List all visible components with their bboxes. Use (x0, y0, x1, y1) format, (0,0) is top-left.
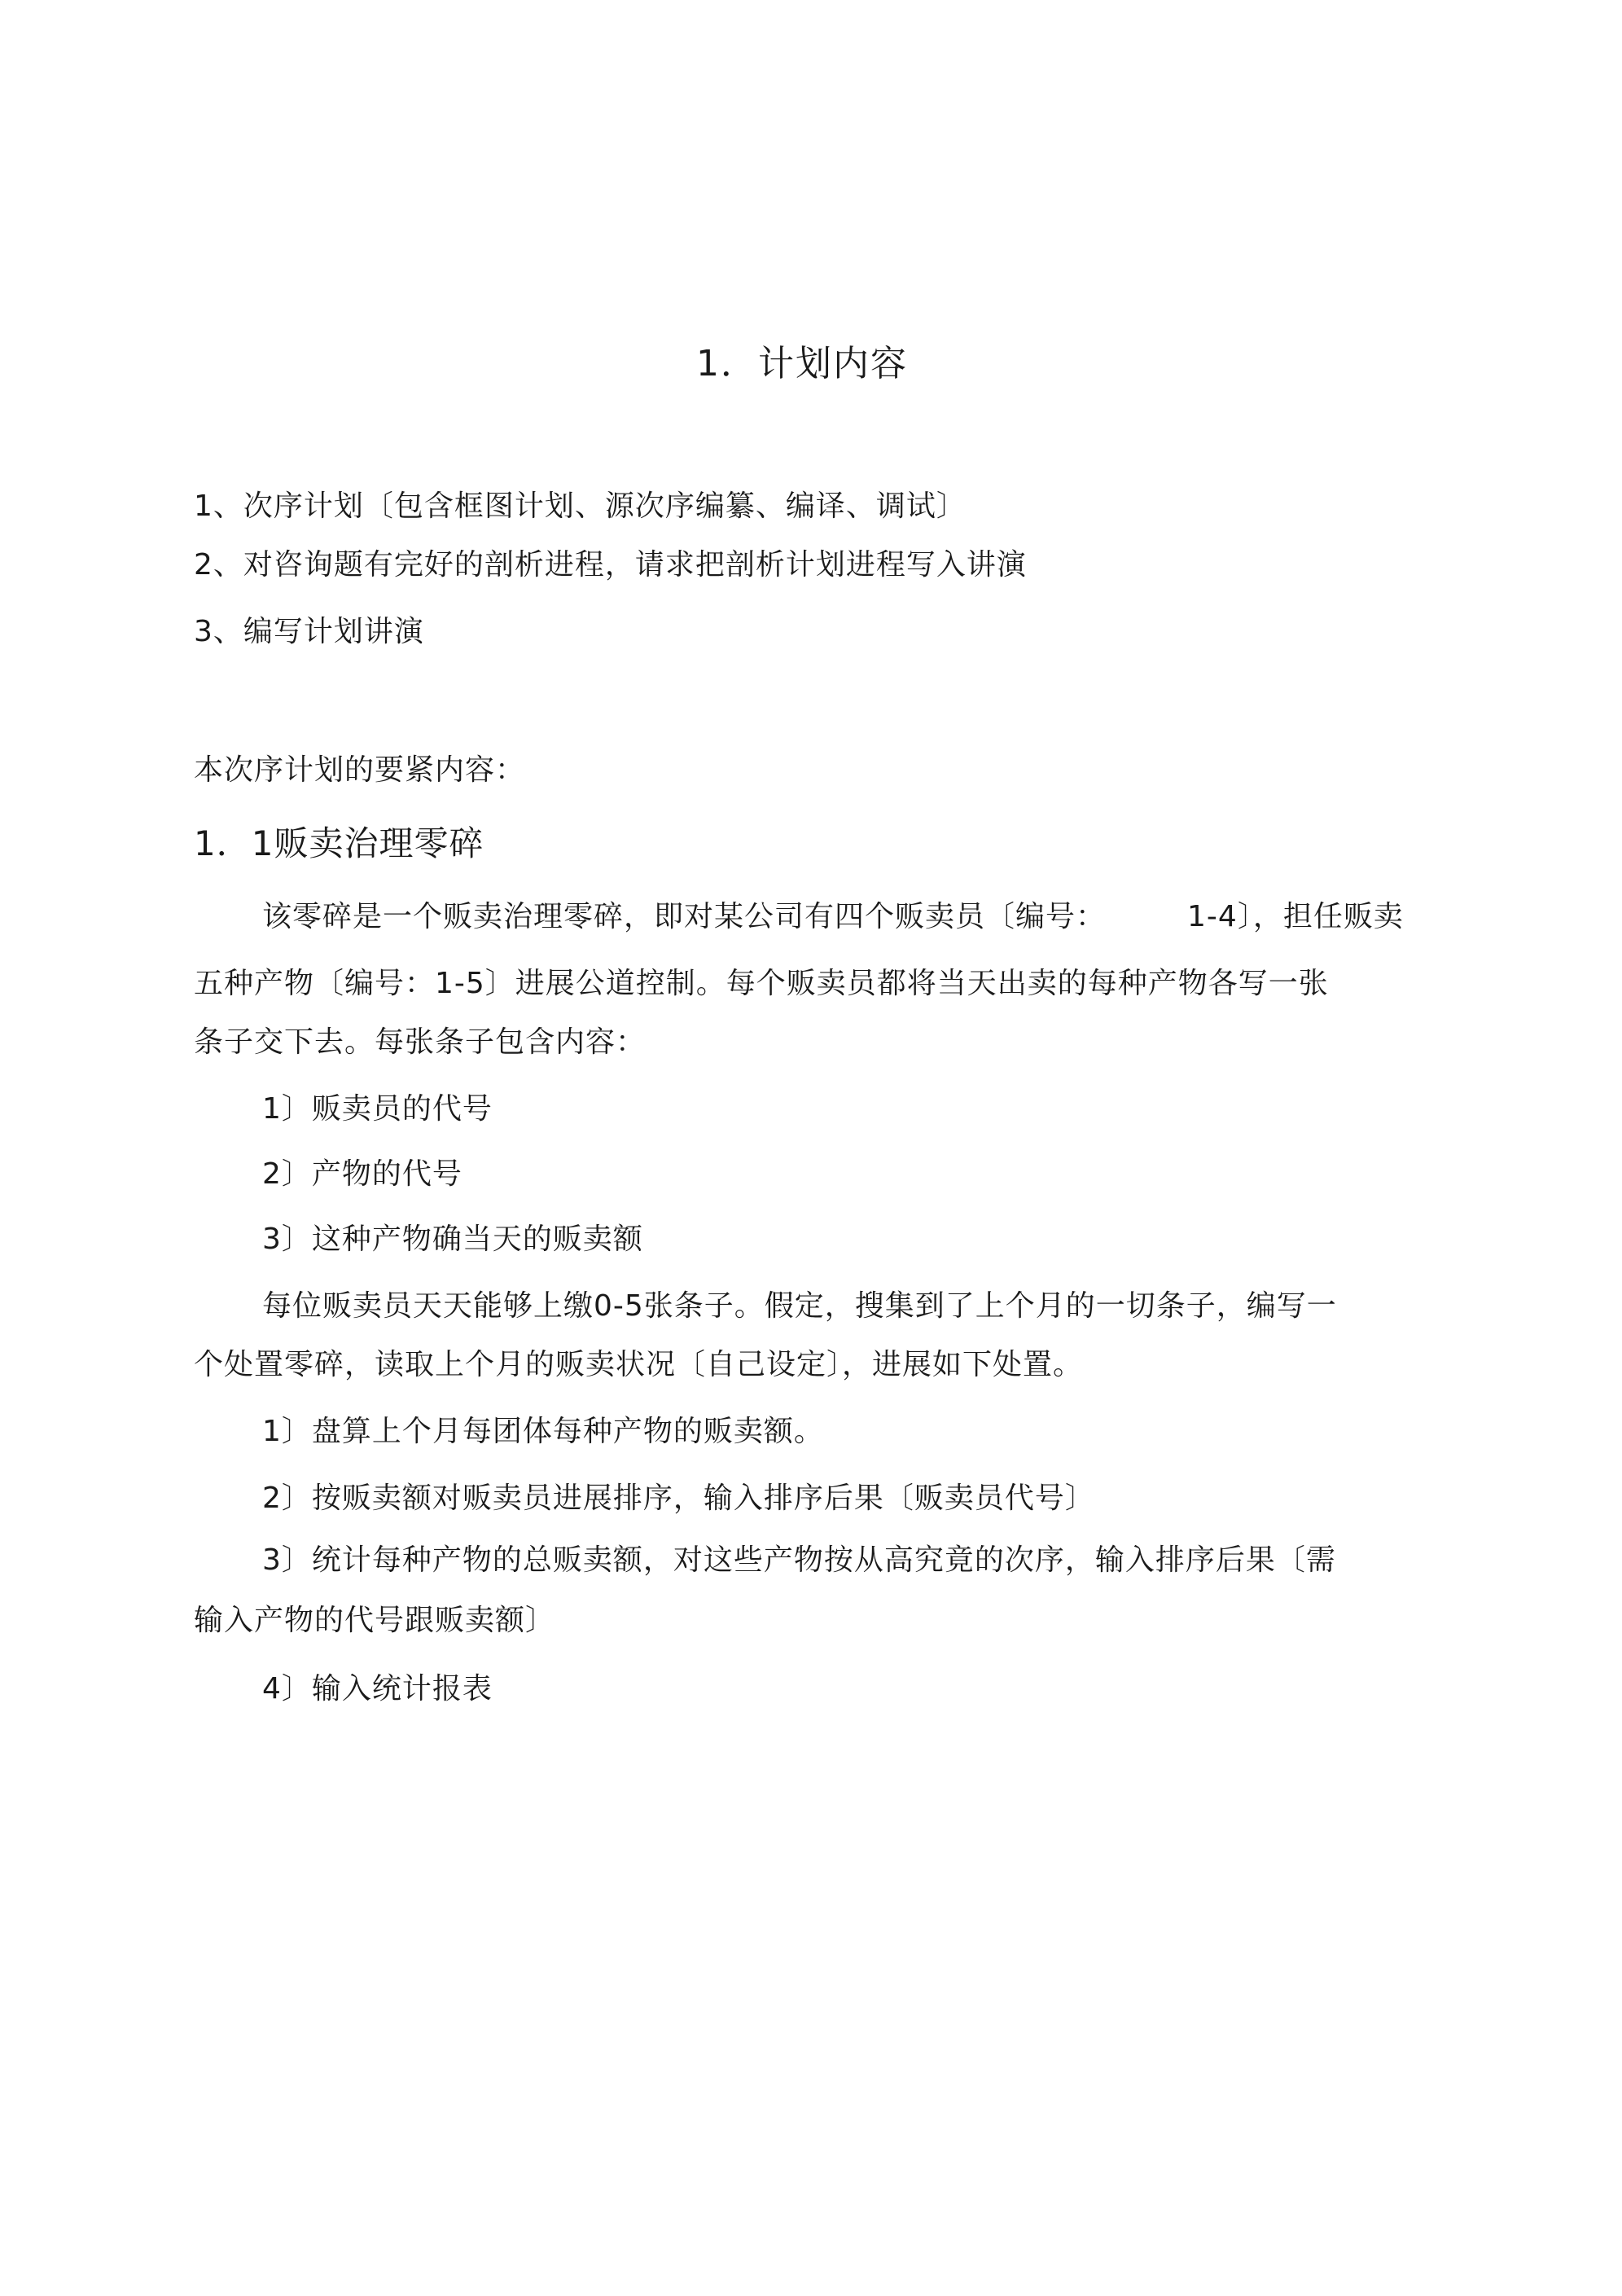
processing-paragraph-line-2: 个处置零碎，读取上个月的贩卖状况〔自己设定〕，进展如下处置。 (194, 1348, 1084, 1381)
slip-item-1: 1〕贩卖员的代号 (262, 1092, 493, 1126)
processing-item-4: 4〕输入统计报表 (262, 1672, 493, 1706)
requirement-item-1: 1、次序计划〔包含框图计划、源次序编纂、编译、调试〕 (194, 489, 967, 523)
intro-line-1-number-range: 1-4〕，担任贩卖 (1187, 900, 1404, 933)
processing-item-3-line-1: 3〕统计每种产物的总贩卖额，对这些产物按从高究竟的次序，输入排序后果〔需 (262, 1543, 1336, 1577)
intro-paragraph-line-2: 五种产物〔编号：1-5〕进展公道控制。每个贩卖员都将当天出卖的每种产物各写一张 (194, 967, 1329, 1000)
intro-paragraph-line-1 (262, 899, 1404, 935)
slip-item-2: 2〕产物的代号 (262, 1157, 462, 1191)
section-heading: 1．1贩卖治理零碎 (194, 823, 484, 863)
requirement-item-3: 3、编写计划讲演 (194, 615, 424, 648)
intro-line-1-text: 该零碎是一个贩卖治理零碎，即对某公司有四个贩卖员〔编号： (262, 900, 1107, 933)
main-content-label: 本次序计划的要紧内容： (194, 753, 526, 787)
requirement-item-2: 2、对咨询题有完好的剖析进程，请求把剖析计划进程写入讲演 (194, 548, 1027, 582)
intro-paragraph-line-3: 条子交下去。每张条子包含内容： (194, 1025, 647, 1059)
document-title: 1．计划内容 (696, 343, 908, 384)
processing-item-2: 2〕按贩卖额对贩卖员进展排序，输入排序后果〔贩卖员代号〕 (262, 1482, 1095, 1515)
processing-item-3-line-2: 输入产物的代号跟贩卖额〕 (194, 1604, 556, 1637)
slip-item-3: 3〕这种产物确当天的贩卖额 (262, 1223, 643, 1256)
processing-paragraph-line-1: 每位贩卖员天天能够上缴0-5张条子。假定，搜集到了上个月的一切条子，编写一 (262, 1289, 1337, 1323)
processing-item-1: 1〕盘算上个月每团体每种产物的贩卖额。 (262, 1415, 824, 1448)
